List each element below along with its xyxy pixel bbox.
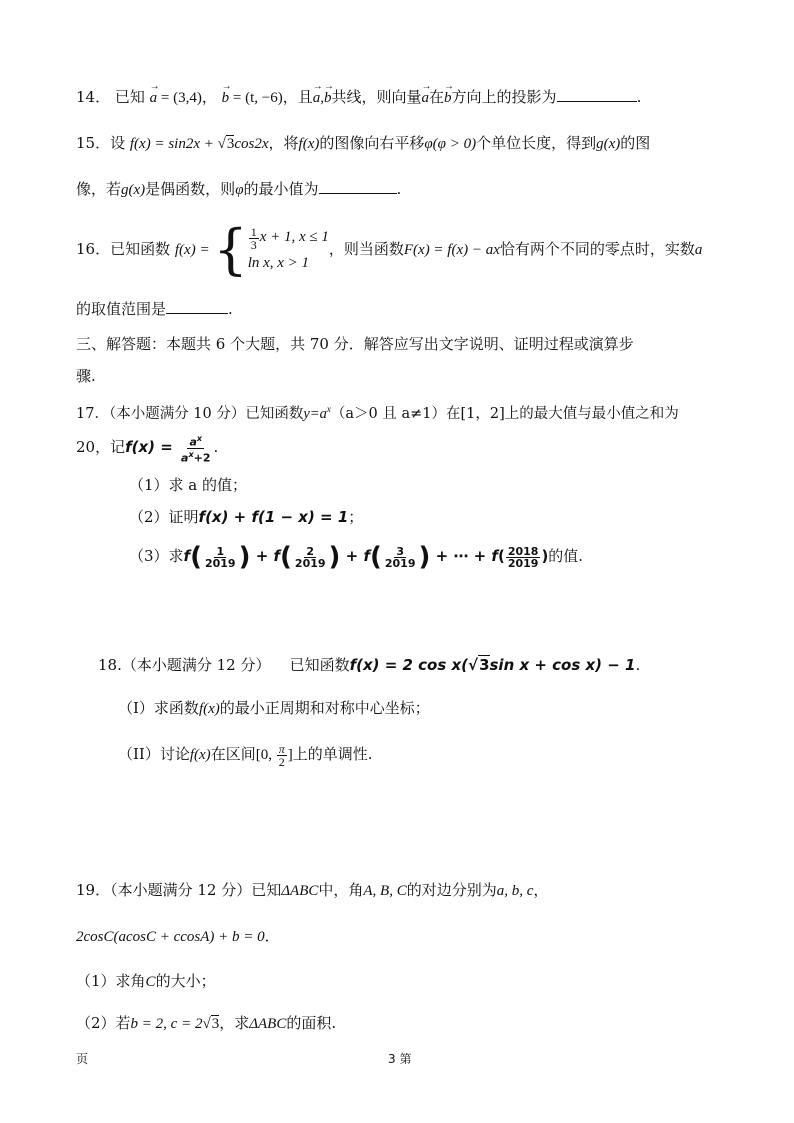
q17-line2: 20，记f(x) = $\frac{a^x}{a^x+2}$ . [76, 433, 219, 465]
answer-blank [166, 299, 228, 314]
q18-part1: （I）求函数f(x)的最小正周期和对称中心坐标； [118, 699, 430, 717]
q18-score: （本小题满分 12 分） [121, 656, 271, 674]
answer-blank [319, 179, 397, 194]
q19-line2: 2cosC(acosC + ccosA) + b = 0． [76, 927, 280, 945]
q17-part3: （3）求f( $\frac{1}{2019}$ ) + f( $\frac{2}{2019}$ ) + f( $\frac{3}{2019}$ ) + ⋯ + f( $\frac{2018}{2019}$ )的值. [129, 542, 584, 572]
q17-line1: 17．（本小题满分 10 分）已知函数$y=a^x(a>0$ 且 a≠1）在[1，2]上的最大值与最小值之和为 [76, 404, 679, 422]
q14-line: 14． 已知 → a = (3,4)， → b = (t, −6)，且→ a,→ b共线，则向量→ a在→ b方向上的投影为 . [76, 86, 641, 109]
q19-line1: 19．（本小题满分 12 分）已知ΔABC中，角A, B, C的对边分别为a, b, c， [76, 881, 549, 899]
q15-line2: 像，若g(x)是偶函数，则φ的最小值为 . [76, 180, 402, 198]
q19-part2: （2）若b = 2, c = 2√3，求ΔABC的面积. [76, 1014, 337, 1032]
section3-heading-cont: 骤. [76, 367, 96, 385]
q16-line1: 16．已知函数 f(x) = { $\frac{1}{3}$ x + 1, x ≤ 1 ln x, x > 1 ，则当函数F(x) = f(x) − ax恰有两个不同的零点时，实数a [76, 218, 703, 281]
q16-number: 16． [76, 240, 111, 258]
footer-page-number: 3 第 [388, 1052, 412, 1066]
q17-number: 17． [76, 405, 109, 422]
q15-line1: 15．设 f(x) = sin2x + √3cos2x，将f(x)的图像向右平移φ(φ > 0)个单位长度，得到g(x)的图 [76, 134, 651, 152]
q17-score: （本小题满分 10 分） [108, 405, 246, 422]
q18-number: 18. [98, 656, 122, 674]
q19-part1: （1）求角C的大小； [76, 972, 216, 990]
footer-left: 页 [76, 1052, 89, 1066]
left-brace: { [213, 218, 248, 281]
q15-number: 15． [76, 134, 111, 152]
section3-heading: 三、解答题：本题共 6 个大题，共 70 分．解答应写出文字说明、证明过程或演算步 [76, 335, 634, 353]
q19-number: 19． [76, 881, 111, 899]
q18-line1: 18.（本小题满分 12 分） 已知函数f(x) = 2 cos x(√3sin x + cos x) − 1. [98, 656, 641, 674]
q17-part1: （1）求 a 的值； [129, 476, 248, 494]
q14-number: 14． [76, 88, 111, 106]
piecewise-cases: $\frac{1}{3}$ x + 1, x ≤ 1 ln x, x > 1 [247, 224, 329, 271]
answer-blank [557, 87, 637, 102]
q19-score: （本小题满分 12 分） [110, 881, 252, 899]
q18-part2: （II）讨论f(x)在区间[0, $\frac{\pi}{2}$ ]上的单调性. [118, 741, 373, 769]
q17-part2: （2）证明f(x) + f(1 − x) = 1； [129, 508, 364, 526]
fraction: $\frac{a^x}{a^x+2}$ [181, 433, 211, 465]
q16-line2: 的取值范围是 . [76, 300, 233, 318]
